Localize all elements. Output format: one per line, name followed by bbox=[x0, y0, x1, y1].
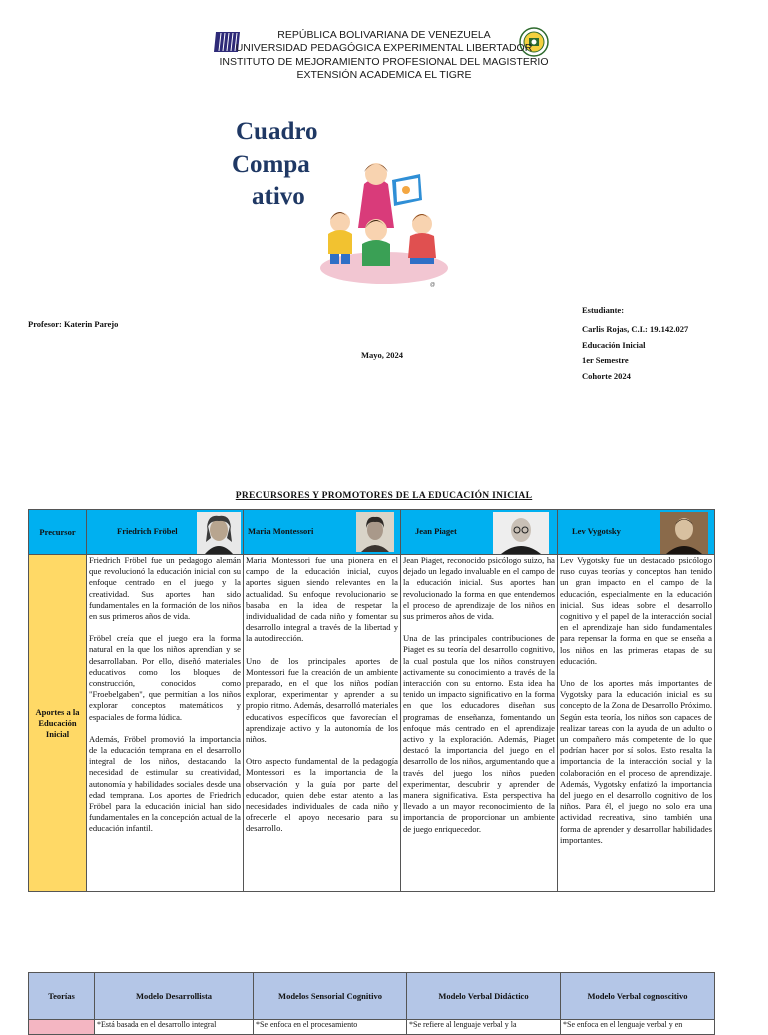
table-cell: *Está basada en el desarrollo integral bbox=[95, 1020, 254, 1035]
professor-name: Profesor: Katerin Parejo bbox=[28, 319, 119, 329]
models-first-row bbox=[29, 1020, 715, 1035]
montessori-paragraph: Uno de los principales aportes de Montessori fue la creación de un ambiente preparado, en el que los niños podían explorar, experimentar y aprender a su propio ritmo. Además, desarrolló materiales educativos específicos que favorecían el aprendizaje activo y la autonomía de los niños. bbox=[246, 655, 398, 745]
cover-title-line-2: Compa bbox=[232, 151, 310, 178]
piaget-name: Jean Piaget bbox=[415, 526, 457, 536]
student-cohort: Cohorte 2024 bbox=[582, 371, 631, 381]
verbal-cognitive-model-header: Modelo Verbal cognoscitivo bbox=[561, 973, 715, 1020]
vygotsky-paragraph: Uno de los aportes más importantes de Vygotsky para la educación inicial es su concepto de la Zona de Desarrollo Próximo. Según esta teoría, los niños son capaces de realizar tareas con la ayuda de un adulto o un compañero más competente de lo que podrían hacer por sí solos. Esto resalta la importancia de la interacción social y la colaboración en el proceso de aprendizaje. Además, Vygotsky enfatizó la importancia del juego en el desarrollo cognitivo de los niños. Para él, el juego no solo era una actividad recreativa, sino también una forma de aprender y desarrollar habilidades importantes. bbox=[560, 678, 713, 845]
student-label: Estudiante: bbox=[582, 305, 625, 315]
student-semester: 1er Semestre bbox=[582, 355, 629, 365]
teaching-models-table bbox=[28, 972, 715, 1035]
montessori-name: Maria Montessori bbox=[248, 526, 314, 536]
theories-column-header: Teorías bbox=[29, 973, 95, 1020]
montessori-paragraph: Otro aspecto fundamental de la pedagogía Montessori es la importancia de la observación y la guía por parte del educador, quien debe estar atento a las necesidades individuales de cada niño y ofrecerle el apoyo necesario para su desarrollo. bbox=[246, 756, 398, 834]
header-line-1: REPÚBLICA BOLIVARIANA DE VENEZUELA bbox=[277, 29, 491, 41]
precursors-table bbox=[28, 509, 715, 892]
frobel-name: Friedrich Fröbel bbox=[117, 526, 178, 536]
student-program: Educación Inicial bbox=[582, 340, 646, 350]
contributions-row-label: Aportes a la Educación Inicial bbox=[29, 555, 87, 892]
cover-title-line-1: Cuadro bbox=[236, 118, 318, 145]
piaget-contributions bbox=[401, 555, 558, 892]
vygotsky-contributions bbox=[558, 555, 715, 892]
sensory-cognitive-model-header: Modelos Sensorial Cognitivo bbox=[254, 973, 407, 1020]
verbal-didactic-model-header: Modelo Verbal Didáctico bbox=[407, 973, 561, 1020]
precursor-column-header: Precursor bbox=[29, 510, 87, 555]
models-row-label bbox=[29, 1020, 95, 1035]
document-date: Mayo, 2024 bbox=[361, 350, 404, 360]
table-cell: *Se enfoca en el lenguaje verbal y en bbox=[561, 1020, 715, 1035]
precursors-header-row bbox=[29, 510, 715, 555]
frobel-paragraph: Friedrich Fröbel fue un pedagogo alemán que revolucionó la educación inicial con su enfoque centrado en el juego y la creatividad. Sus aportes han sido fundamentales en la formación de los niños en sus primeros años de vida. bbox=[89, 555, 241, 622]
svg-text:@: @ bbox=[430, 282, 436, 288]
montessori-paragraph: Maria Montessori fue una pionera en el campo de la educación inicial, cuyos aportes siguen siendo relevantes en la actualidad. Su enfoque revolucionario se basaba en la idea de respetar la individualidad de cada niño y fomentar su desarrollo integral a través de la libertad y la autodirección. bbox=[246, 555, 398, 644]
header-vygotsky bbox=[558, 510, 715, 555]
table1-title: PRECURSORES Y PROMOTORES DE LA EDUCACIÓN INICIAL bbox=[235, 491, 533, 501]
piaget-paragraph: Una de las principales contribuciones de Piaget es su teoría del desarrollo cognitivo, la cual postula que los niños construyen activamente su conocimiento a través de la interacción con su entorno. Esta idea ha tenido un impacto significativo en la forma en que los educadores diseñan sus programas de enseñanza, fomentando un enfoque más centrado en el aprendizaje activo y la exploración. Además, Piaget destacó la importancia del juego en el desarrollo de los niños, argumentando que a través del juego los niños pueden experimentar, descubrir y aprender de manera significativa. Esta perspectiva ha llevado a un mayor reconocimiento de la importancia de proporcionar un ambiente de juego enriquecedor. bbox=[403, 633, 555, 834]
table-cell: *Se enfoca en el procesamiento bbox=[254, 1020, 407, 1035]
vygotsky-portrait-image bbox=[660, 512, 708, 554]
header-line-3: INSTITUTO DE MEJORAMIENTO PROFESIONAL DEL MAGISTERIO bbox=[219, 56, 549, 68]
table-cell: *Se refiere al lenguaje verbal y la bbox=[407, 1020, 561, 1035]
header-frobel bbox=[87, 510, 244, 555]
frobel-contributions bbox=[87, 555, 244, 892]
header-montessori bbox=[244, 510, 401, 555]
children-reading-illustration bbox=[318, 150, 448, 290]
student-name-id: Carlis Rojas, C.I.: 19.142.027 bbox=[582, 324, 689, 334]
header-piaget bbox=[401, 510, 558, 555]
frobel-paragraph: Fröbel creía que el juego era la forma natural en la que los niños aprendían y se desarrollaban. Por ello, diseñó materiales educativos como los bloques de construcción, conocidos como "Froebelgaben", que permitían a los niños explorar conceptos matemáticos y espaciales de forma lúdica. bbox=[89, 633, 241, 722]
montessori-portrait-image bbox=[356, 512, 394, 552]
cover-title-line-3: ativo bbox=[252, 183, 305, 210]
header-line-4: EXTENSIÓN ACADEMICA EL TIGRE bbox=[296, 69, 472, 81]
vygotsky-name: Lev Vygotsky bbox=[572, 526, 621, 536]
header-line-2: UNIVERSIDAD PEDAGÓGICA EXPERIMENTAL LIBERTADOR bbox=[235, 42, 533, 54]
montessori-contributions bbox=[244, 555, 401, 892]
piaget-paragraph: Jean Piaget, reconocido psicólogo suizo, ha dejado un legado invaluable en el campo de la educación inicial. Sus aportes han revolucionado la forma en que entendemos el proceso de aprendizaje de los niños en sus primeros años de vida. bbox=[403, 555, 555, 622]
models-header-row bbox=[29, 973, 715, 1020]
contributions-row bbox=[29, 555, 715, 892]
piaget-portrait-image bbox=[493, 512, 549, 554]
frobel-portrait-image bbox=[197, 512, 241, 554]
vygotsky-paragraph: Lev Vygotsky fue un destacado psicólogo ruso cuyas teorías y conceptos han tenido un gran impacto en el campo de la educación, especialmente en la educación inicial. Sus ideas sobre el desarrollo cognitivo y el papel de la interacción social en el aprendizaje han sido fundamentales para repensar la forma en que se enseña a los niños en las primeras etapas de su educación. bbox=[560, 555, 712, 666]
developmental-model-header: Modelo Desarrollista bbox=[95, 973, 254, 1020]
frobel-paragraph: Además, Fröbel promovió la importancia de la educación temprana en el desarrollo integral de los niños, destacando la necesidad de estimular su creatividad, autonomía y habilidades sociales desde una edad temprana. Los aportes de Friedrich Fröbel para la educación inicial han sido fundamentales en la concepción actual de la educación infantil. bbox=[89, 733, 241, 834]
